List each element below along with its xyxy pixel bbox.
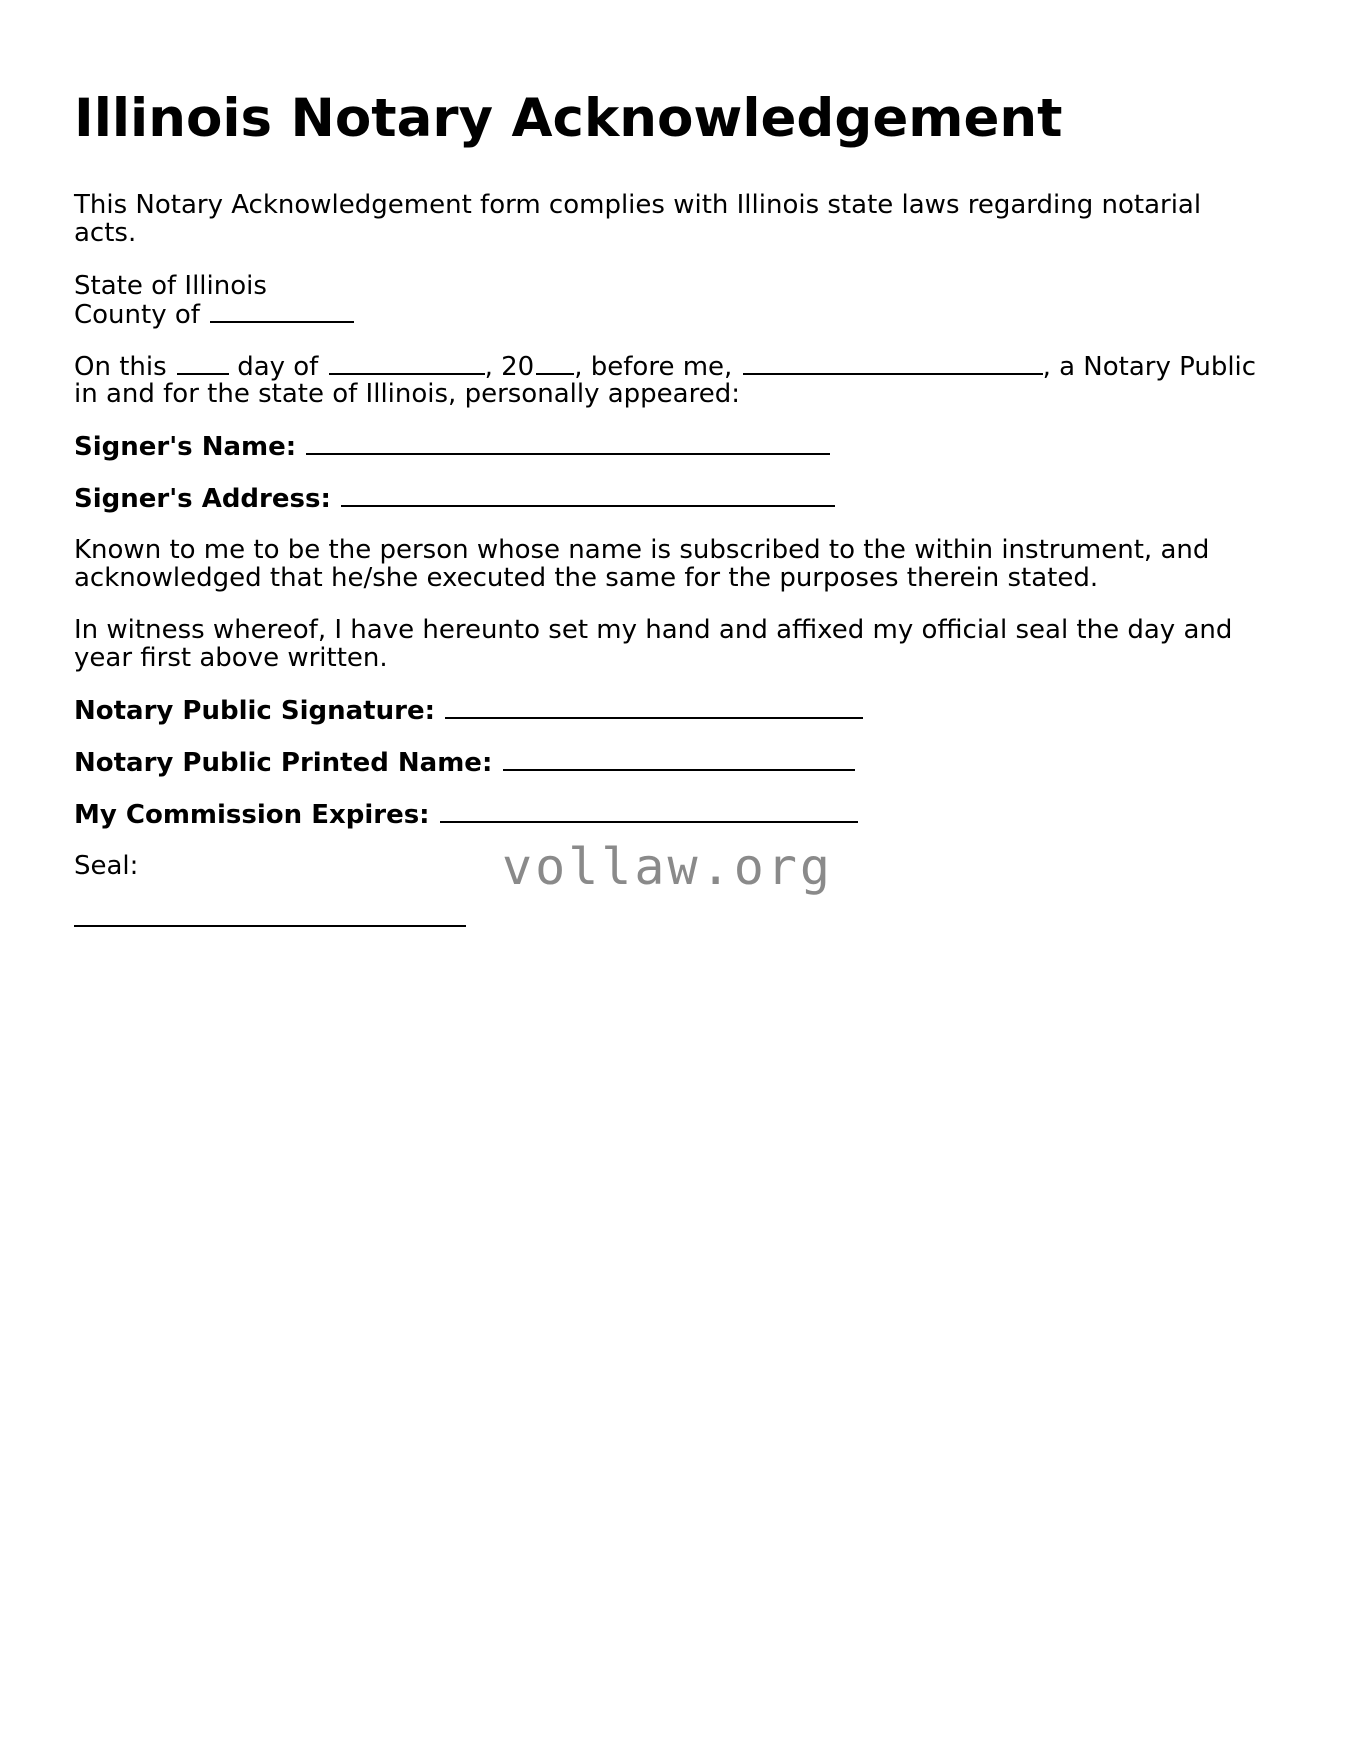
witness-line-1: In witness whereof, I have hereunto set my hand and affixed my official seal the day and <box>74 615 1233 645</box>
day-of-text: day of <box>237 352 319 382</box>
signer-address-blank[interactable] <box>341 483 835 507</box>
signer-name-row <box>74 431 830 463</box>
county-label: County of <box>74 300 200 330</box>
county-line <box>74 299 354 331</box>
year-prefix-text: , 20 <box>484 352 535 382</box>
state-line: State of Illinois <box>74 271 267 301</box>
before-me-text: , before me, <box>574 352 733 382</box>
intro-line-1: This Notary Acknowledgement form complies with Illinois state laws regarding notarial <box>74 190 1202 220</box>
commission-expires-label: My Commission Expires: <box>74 800 430 830</box>
commission-expires-row <box>74 799 858 831</box>
signer-name-blank[interactable] <box>306 431 830 455</box>
signer-name-label: Signer's Name: <box>74 432 297 462</box>
notary-signature-row <box>74 695 863 727</box>
signer-address-label: Signer's Address: <box>74 484 331 514</box>
notary-printed-name-blank[interactable] <box>503 747 855 771</box>
seal-label: Seal: <box>74 851 139 881</box>
notary-printed-name-label: Notary Public Printed Name: <box>74 748 493 778</box>
day-blank[interactable] <box>177 351 229 375</box>
seal-blank[interactable] <box>74 903 466 927</box>
known-line-2: acknowledged that he/she executed the same for the purposes therein stated. <box>74 563 1099 593</box>
document-title: Illinois Notary Acknowledgement <box>74 88 1063 149</box>
seal-row <box>74 903 466 935</box>
year-blank[interactable] <box>536 351 574 375</box>
intro-line-2: acts. <box>74 218 137 248</box>
notary-name-blank[interactable] <box>743 351 1043 375</box>
appearance-line-2: in and for the state of Illinois, personally appeared: <box>74 379 740 409</box>
county-blank[interactable] <box>210 299 354 323</box>
notary-signature-label: Notary Public Signature: <box>74 696 435 726</box>
notary-printed-name-row <box>74 747 855 779</box>
witness-line-2: year first above written. <box>74 643 388 673</box>
month-blank[interactable] <box>329 351 485 375</box>
notary-public-text: , a Notary Public <box>1042 352 1257 382</box>
on-this-text: On this <box>74 352 167 382</box>
known-line-1: Known to me to be the person whose name is subscribed to the within instrument, and <box>74 535 1210 565</box>
commission-expires-blank[interactable] <box>440 799 858 823</box>
signer-address-row <box>74 483 835 515</box>
notary-signature-blank[interactable] <box>445 695 863 719</box>
watermark-text: vollaw.org <box>502 838 834 896</box>
